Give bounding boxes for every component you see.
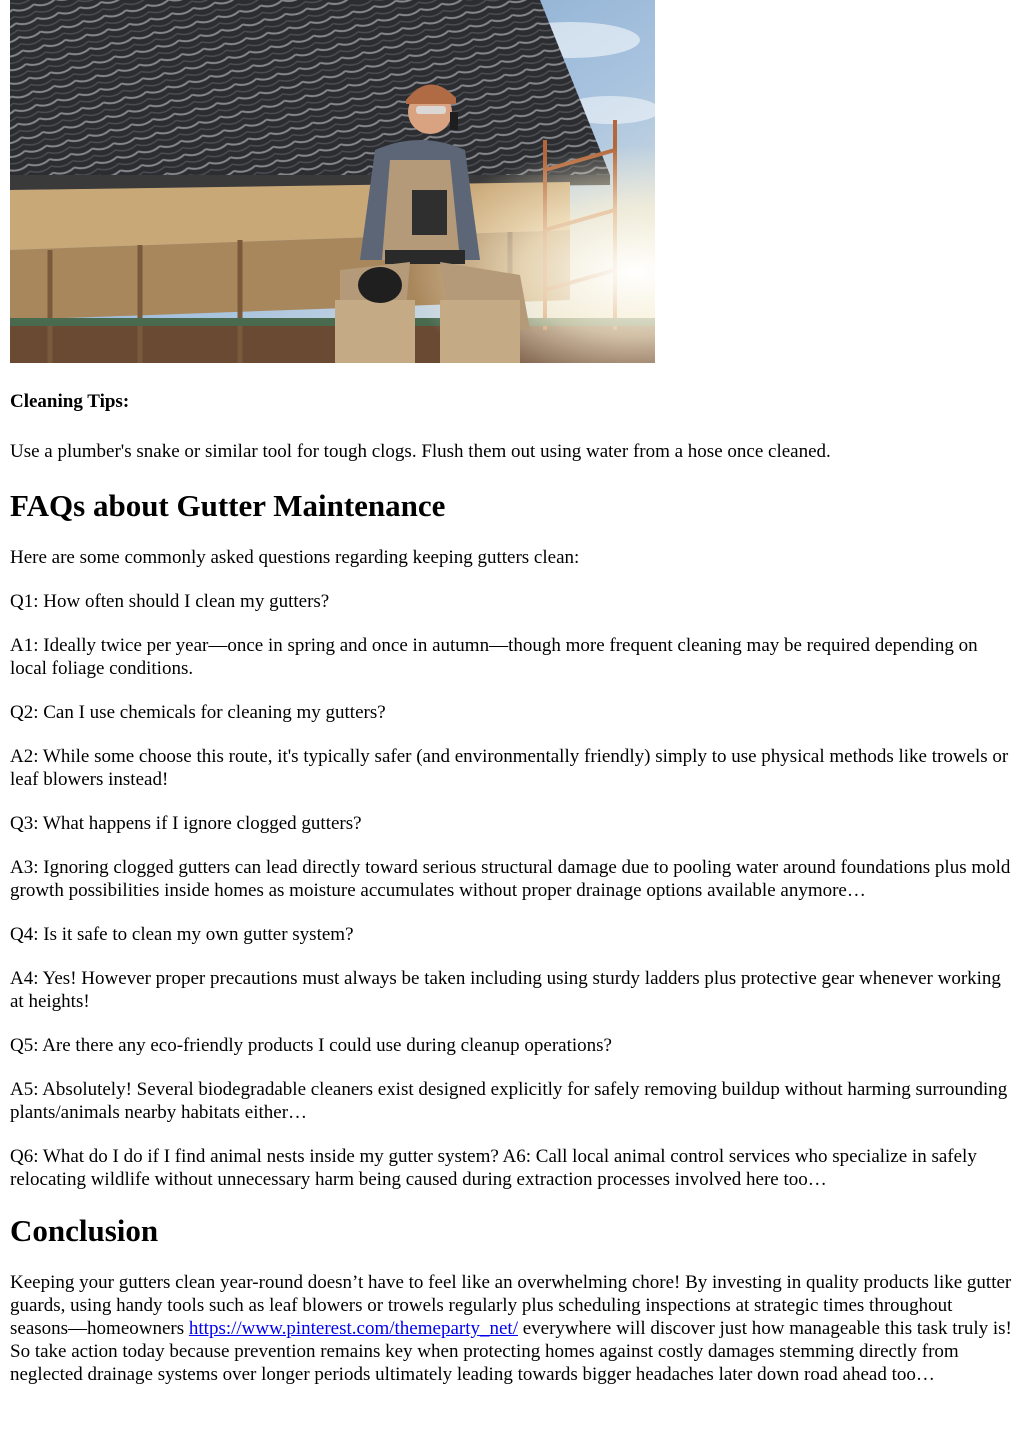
faq-question-answer-6: Q6: What do I do if I find animal nests inside my gutter system? A6: Call local animal control services who specialize in safely relocating wildlife without unnecessary harm being caused during extraction processes involved here too… (10, 1146, 977, 1190)
conclusion-paragraph (10, 1271, 1014, 1386)
faq-answer-2: A2: While some choose this route, it's typically safer (and environmentally friendly) simply to use physical methods like trowels or leaf blowers instead! (10, 746, 1009, 790)
faq-answer-3: A3: Ignoring clogged gutters can lead directly toward serious structural damage due to pooling water around foundations plus mold growth possibilities inside homes as moisture accumulates without proper drainage options available anymore… (10, 857, 1011, 901)
faq-answer-5: A5: Absolutely! Several biodegradable cleaners exist designed explicitly for safely removing buildup without harming surrounding plants/animals nearby habitats either… (10, 1079, 1008, 1123)
conclusion-text-before-link: Keeping your gutters clean year-round doesn’t have to feel like an overwhelming chore! By investing in quality products like gutter guards, using handy tools such as leaf blowers or trowels regularly plus scheduling inspections at strategic times throughout seasons—homeowners (10, 1272, 1012, 1339)
faq-intro: Here are some commonly asked questions regarding keeping gutters clean: (10, 547, 580, 568)
cleaning-tips-text: Use a plumber's snake or similar tool for tough clogs. Flush them out using water from a hose once cleaned. (10, 441, 831, 462)
article (10, 0, 1014, 1386)
hero-image (10, 0, 655, 363)
pinterest-link[interactable]: https://www.pinterest.com/themeparty_net/ (188, 1318, 518, 1339)
faq-question-1: Q1: How often should I clean my gutters? (10, 591, 330, 612)
faq-answer-4: A4: Yes! However proper precautions must always be taken including using sturdy ladders plus protective gear whenever working at heights! (10, 968, 1001, 1012)
faq-question-4: Q4: Is it safe to clean my own gutter system? (10, 924, 354, 945)
faq-question-2: Q2: Can I use chemicals for cleaning my gutters? (10, 702, 386, 723)
faq-question-5: Q5: Are there any eco-friendly products I could use during cleanup operations? (10, 1035, 612, 1056)
faq-heading: FAQs about Gutter Maintenance (10, 488, 446, 523)
conclusion-heading: Conclusion (10, 1213, 159, 1248)
faq-answer-1: A1: Ideally twice per year—once in spring and once in autumn—though more frequent cleaning may be required depending on local foliage conditions. (10, 635, 978, 679)
faq-question-3: Q3: What happens if I ignore clogged gutters? (10, 813, 362, 834)
conclusion-text-after-link: everywhere will discover just how manageable this task truly is! So take action today because prevention remains key when protecting homes against costly damages stemming directly from neglected drainage systems over longer periods ultimately leading towards bigger headaches later down road ahead too… (10, 1318, 1012, 1385)
cleaning-tips-label: Cleaning Tips: (10, 391, 130, 412)
